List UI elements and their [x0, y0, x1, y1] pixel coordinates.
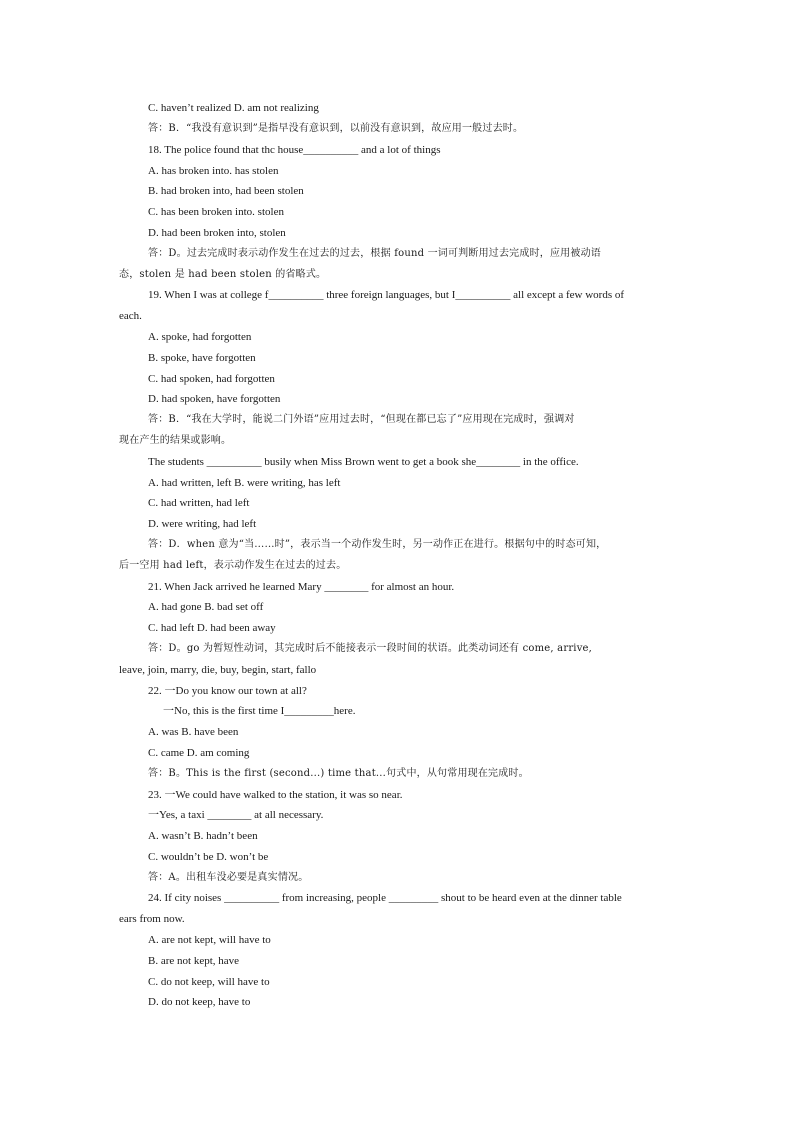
q20-answer-cont: 后一空用 had left，表示动作发生在过去的过去。: [119, 560, 347, 571]
q18-option-b: B. had broken into, had been stolen: [148, 185, 304, 197]
q21-answer-cont: leave, join, marry, die, buy, begin, start, fallo: [119, 664, 317, 676]
q23-reply: 一Yes, a taxi ________ at all necessary.: [148, 809, 324, 821]
q24-question: 24. If city noises __________ from increasing, people _________ shout to be heard even at the dinner table: [148, 892, 622, 904]
q17-answer: 答：B．“我没有意识到”是指早没有意识到，以前没有意识到，故应用一般过去时。: [148, 123, 524, 134]
q19-option-a: A. spoke, had forgotten: [148, 331, 252, 343]
q24-option-b: B. are not kept, have: [148, 955, 240, 967]
q19-option-c: C. had spoken, had forgotten: [148, 373, 275, 385]
q23-option-cd: C. wouldn’t be D. won’t be: [148, 851, 269, 863]
q23-option-ab: A. wasn’t B. hadn’t been: [148, 830, 258, 842]
q21-option-cd: C. had left D. had been away: [148, 622, 276, 634]
q24-option-c: C. do not keep, will have to: [148, 976, 270, 988]
q22-option-cd: C. came D. am coming: [148, 747, 250, 759]
q22-answer: 答：B。This is the first (second...) time that...句式中，从句常用现在完成时。: [148, 768, 529, 779]
q19-question: 19. When I was at college f__________ three foreign languages, but I__________ all except a few words of: [148, 289, 625, 301]
q24-option-d: D. do not keep, have to: [148, 996, 251, 1008]
q21-question: 21. When Jack arrived he learned Mary ________ for almost an hour.: [148, 581, 455, 593]
q24-option-a: A. are not kept, will have to: [148, 934, 271, 946]
q19-question-cont: each.: [119, 310, 142, 322]
q18-answer: 答：D。过去完成时表示动作发生在过去的过去，根据 found 一词可判断用过去完成时，应用被动语: [148, 248, 601, 259]
q19-option-d: D. had spoken, have forgotten: [148, 393, 281, 405]
q18-option-c: C. has been broken into. stolen: [148, 206, 284, 218]
q24-question-cont: ears from now.: [119, 913, 185, 925]
q22-question: 22. 一Do you know our town at all?: [148, 685, 307, 697]
q20-answer: 答：D．when 意为“当……时”，表示当一个动作发生时，另一动作正在进行。根据句中的时态可知，: [148, 539, 607, 550]
q18-option-d: D. had been broken into, stolen: [148, 227, 286, 239]
q19-answer: 答：B．“我在大学时，能说二门外语”应用过去时，“但现在都已忘了”应用现在完成时，强调对: [148, 414, 575, 425]
q20-question: The students __________ busily when Miss Brown went to get a book she________ in the office.: [148, 456, 579, 468]
q21-option-ab: A. had gone B. bad set off: [148, 601, 264, 613]
q23-question: 23. 一We could have walked to the station, it was so near.: [148, 789, 403, 801]
q19-option-b: B. spoke, have forgotten: [148, 352, 256, 364]
q23-answer: 答：A。出租车没必要是真实情况。: [148, 872, 309, 883]
q22-reply: 一No, this is the first time I_________here.: [163, 705, 356, 717]
q20-option-d: D. were writing, had left: [148, 518, 257, 530]
q18-option-a: A. has broken into. has stolen: [148, 165, 279, 177]
q20-option-ab: A. had written, left B. were writing, has left: [148, 477, 341, 489]
q17-option-cd: C. haven’t realized D. am not realizing: [148, 102, 319, 114]
q21-answer: 答：D。go 为暂短性动词，其完成时后不能接表示一段时间的状语。此类动词还有 come, arrive,: [148, 643, 593, 654]
q20-option-c: C. had written, had left: [148, 497, 250, 509]
q19-answer-cont: 现在产生的结果或影响。: [119, 435, 232, 446]
q18-answer-cont: 态，stolen 是 had been stolen 的省略式。: [119, 269, 327, 280]
q18-question: 18. The police found that thc house__________ and a lot of things: [148, 144, 441, 156]
q22-option-ab: A. was B. have been: [148, 726, 239, 738]
